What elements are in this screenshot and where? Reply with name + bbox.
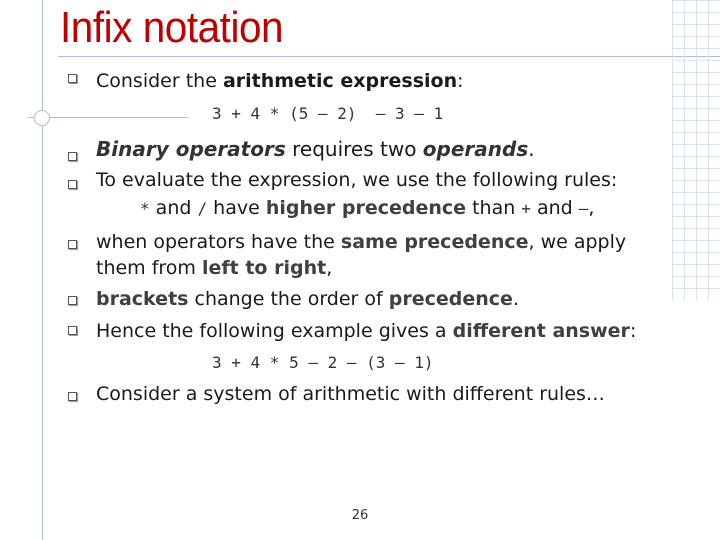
text: , bbox=[326, 257, 333, 279]
bold-text: higher precedence bbox=[265, 197, 467, 219]
bold-text: brackets bbox=[96, 288, 189, 310]
decor-circle-icon bbox=[34, 110, 50, 126]
bullet-square-icon bbox=[68, 240, 77, 249]
page-number: 26 bbox=[351, 508, 369, 523]
bullet-same-precedence-line2 bbox=[96, 255, 332, 281]
bullet-different-rules: Consider a system of arithmetic with different rules… bbox=[96, 383, 605, 405]
text: when operators have the bbox=[96, 231, 341, 253]
italic-text: operands bbox=[422, 137, 529, 161]
text: . bbox=[528, 137, 535, 161]
text: than bbox=[466, 197, 522, 219]
bold-text: same precedence bbox=[340, 231, 529, 253]
bullet-different-answer bbox=[96, 318, 636, 344]
bullet-square-icon bbox=[68, 152, 77, 161]
operator: + bbox=[521, 199, 531, 218]
text: them from bbox=[96, 257, 202, 279]
sub-rule-higher-precedence bbox=[140, 195, 594, 222]
text: requires two bbox=[285, 137, 423, 161]
bullet-same-precedence bbox=[96, 229, 626, 255]
bold-text: arithmetic expression bbox=[222, 70, 458, 92]
bullet-square-icon bbox=[68, 296, 77, 305]
bullet-square-icon bbox=[68, 74, 77, 83]
bullet-square-icon bbox=[68, 180, 77, 189]
text: and bbox=[149, 197, 198, 219]
bold-text: precedence bbox=[388, 288, 513, 310]
text: Hence the following example gives a bbox=[96, 320, 453, 342]
text: : bbox=[457, 70, 464, 92]
expression-1: 3 + 4 * (5 – 2) – 3 – 1 bbox=[212, 104, 444, 123]
decor-top-line bbox=[58, 56, 720, 57]
decor-grid bbox=[672, 0, 720, 300]
bullet-square-icon bbox=[68, 392, 77, 401]
expression-2: 3 + 4 * 5 – 2 – (3 – 1) bbox=[212, 353, 434, 372]
decor-mid-line bbox=[28, 117, 188, 118]
bold-text: different answer bbox=[452, 320, 630, 342]
bullet-square-icon bbox=[68, 326, 77, 335]
italic-text: Binary operators bbox=[96, 137, 286, 161]
text: and bbox=[530, 197, 579, 219]
operator: * bbox=[140, 199, 150, 218]
text: , bbox=[588, 197, 595, 219]
bold-text: left to right bbox=[201, 257, 327, 279]
operator: – bbox=[578, 199, 589, 218]
bullet-evaluate-rules: To evaluate the expression, we use the following rules: bbox=[96, 169, 618, 191]
text: , we apply bbox=[528, 231, 627, 253]
text: Consider the bbox=[96, 70, 223, 92]
slide-title: Infix notation bbox=[60, 3, 284, 52]
text: change the order of bbox=[188, 288, 389, 310]
bullet-binary-operators bbox=[96, 136, 535, 162]
text: . bbox=[512, 288, 519, 310]
text: have bbox=[207, 197, 266, 219]
text: : bbox=[629, 320, 637, 342]
decor-vertical-line bbox=[42, 0, 43, 540]
bullet-brackets bbox=[96, 286, 519, 312]
operator: / bbox=[197, 199, 208, 218]
bullet-arith-expression bbox=[96, 68, 464, 94]
